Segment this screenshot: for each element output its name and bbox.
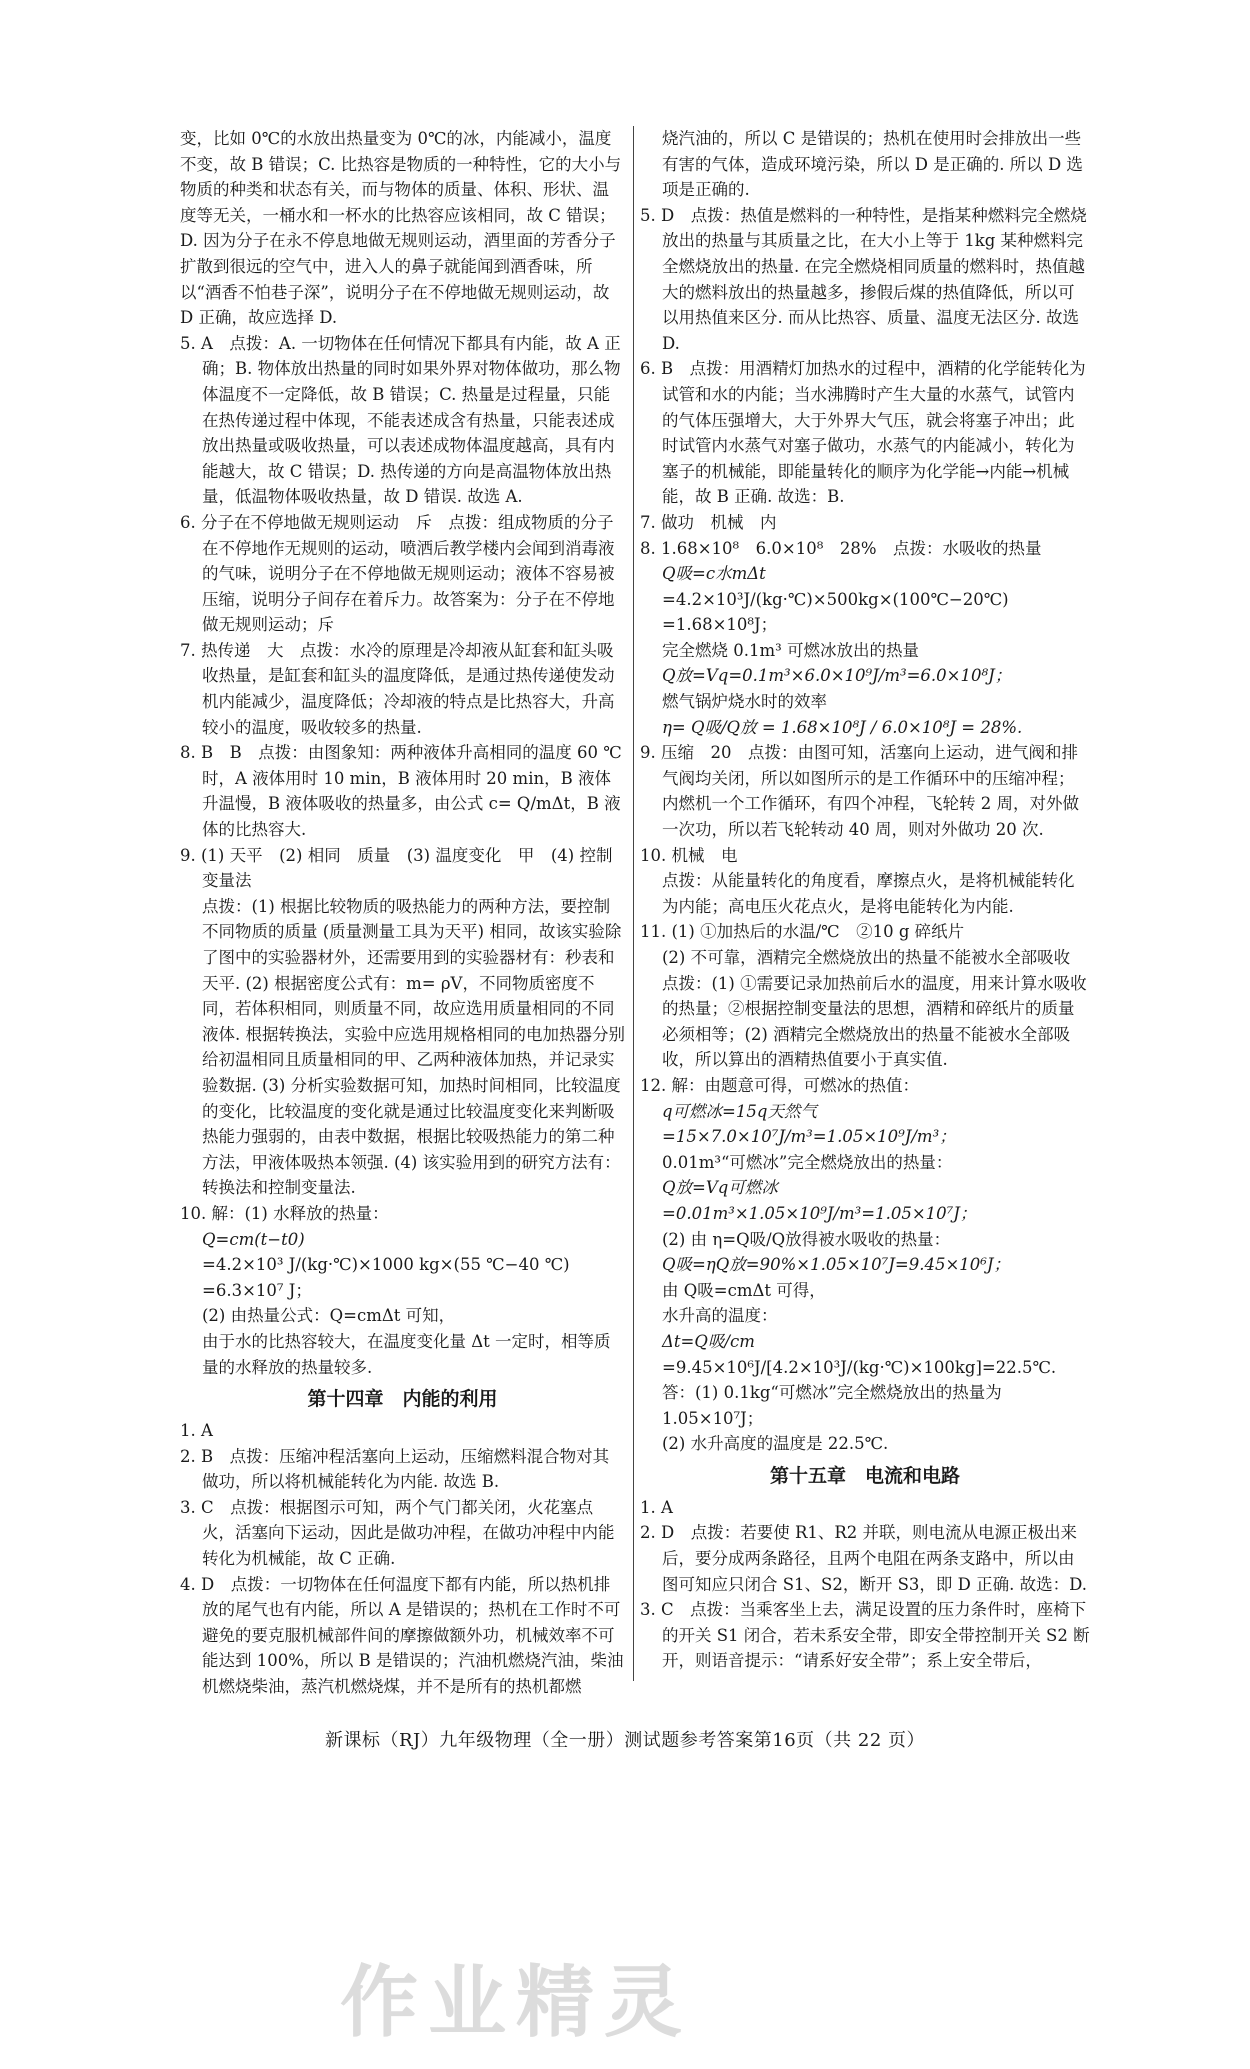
answer-item: 4. D 点拨：一切物体在任何温度下都有内能，所以热机排放的尾气也有内能，所以 A 是错误的；热机在工作时不可避免的要克服机械部件间的摩擦做额外功，机械效率不可能达到 100%，所以 B 是错误的；汽油机燃烧汽油，柴油机燃烧柴油，蒸汽机燃烧煤，并不是所有的热机都燃	[180, 1574, 624, 1697]
formula: Q=cm(t−t0)	[202, 1229, 305, 1249]
formula: Q放=Vq=0.1m³×6.0×10⁹J/m³=6.0×10⁸J；	[662, 666, 1012, 686]
answer-item: 7. 热传递 大 点拨：水冷的原理是冷却液从缸套和缸头吸收热量，是缸套和缸头的温度降低，是通过热传递使发动机内能减少，温度降低；冷却液的特点是比热容大，升高较小的温度，吸收较多的热量.	[180, 640, 615, 737]
chapter-title: 第十五章 电流和电路	[769, 1464, 960, 1487]
answer-item: 7. 做功 机械 内	[640, 512, 777, 532]
explanation: 答：(1) 0.1kg“可燃冰”完全燃烧放出的热量为 1.05×10⁷J；	[662, 1383, 1002, 1428]
answer-item: 3. C 点拨：根据图示可知，两个气门都关闭，火花塞点火，活塞向下运动，因此是做功冲程，在做功冲程中内能转化为机械能，故 C 正确.	[180, 1497, 615, 1569]
answer-item: 1. A	[180, 1421, 213, 1441]
explanation: (2) 水升高度的温度是 22.5℃.	[662, 1434, 889, 1454]
formula: Q放=Vq可燃冰=0.01m³×1.05×10⁹J/m³=1.05×10⁷J；	[662, 1178, 977, 1223]
chapter-title: 第十四章 内能的利用	[307, 1388, 498, 1411]
answer-item: 11. (1) ①加热后的水温/℃ ②10 g 碎纸片	[640, 922, 965, 942]
answer-item: 3. C 点拨：当乘客坐上去，满足设置的压力条件时，座椅下的开关 S1 闭合，若未系安全带，即安全带控制开关 S2 断开，则语音提示：“请系好安全带”；系上安全带后，	[640, 1600, 1090, 1671]
answer-item: 1. A	[640, 1497, 673, 1517]
formula: Q吸=c水mΔt	[662, 564, 766, 584]
explanation: 0.01m³“可燃冰”完全燃烧放出的热量：	[662, 1152, 953, 1172]
explanation: 水升高的温度：	[662, 1306, 778, 1326]
explanation: 由 Q吸=cmΔt 可得，	[662, 1280, 826, 1300]
formula: =6.3×10⁷ J；	[202, 1280, 312, 1300]
watermark: 作业精灵	[340, 1958, 693, 2048]
explanation: (2) 由热量公式：Q=cmΔt 可知，	[202, 1306, 456, 1326]
column-divider	[633, 126, 634, 1681]
answer-item: 10. 机械 电	[640, 845, 738, 865]
formula: η= Q吸/Q放 = 1.68×10⁸J / 6.0×10⁸J = 28%.	[662, 717, 1023, 737]
answer-item: 5. A 点拨：A. 一切物体在任何情况下都具有内能，故 A 正确；B. 物体放出热量的同时如果外界对物体做功，那么物体温度不一定降低，故 B 错误；C. 热量是过程量，只能在热传递过程中体现，不能表述成含有热量，只能表述成放出热量或吸收热量，可以表述成物体温度越高，具有内能越大，故 C 错误；D. 热传递的方向是高温物体放出热量，低温物体吸收热量，故 D 错误. 故选 A.	[180, 333, 621, 507]
answer-item: 6. 分子在不停地做无规则运动 斥 点拨：组成物质的分子在不停地作无规则的运动，喷洒后教学楼内会闻到消毒液的气味，说明分子在不停地做无规则运动；液体不容易被压缩，说明分子间存在着斥力。故答案为：分子在不停地做无规则运动；斥	[180, 512, 615, 635]
answer-item: 5. D 点拨：热值是燃料的一种特性，是指某种燃料完全燃烧放出的热量与其质量之比，在大小上等于 1kg 某种燃料完全燃烧放出的热量. 在完全燃烧相同质量的燃料时，热值越大的燃料放出的热量越多，掺假后煤的热值降低，所以可以用热值来区分. 而从比热容、质量、温度无法区分. 故选 D.	[640, 205, 1087, 353]
page-footer: 新课标（RJ）九年级物理（全一册）测试题参考答案第16页（共 22 页）	[324, 1730, 926, 1751]
answer-item: 8. B B 点拨：由图象知：两种液体升高相同的温度 60 ℃时，A 液体用时 10 min，B 液体用时 20 min，B 液体升温慢，B 液体吸收的热量多，由公式 c= Q/mΔt，B 液体的比热容大.	[180, 743, 622, 840]
explanation: 点拨：从能量转化的角度看，摩擦点火，是将机械能转化为内能；高电压火花点火，是将电能转化为内能.	[662, 871, 1075, 916]
answer-item: 10. 解：(1) 水释放的热量：	[180, 1203, 389, 1223]
right-column	[640, 126, 1090, 1674]
answer-item: 8. 1.68×10⁸ 6.0×10⁸ 28% 点拨：水吸收的热量	[640, 538, 1042, 558]
answer-item: 2. B 点拨：压缩冲程活塞向上运动，压缩燃料混合物对其做功，所以将机械能转化为内能. 故选 B.	[180, 1446, 610, 1492]
explanation: 燃气锅炉烧水时的效率	[662, 692, 827, 712]
para: 变，比如 0℃的水放出热量变为 0℃的冰，内能减小，温度不变，故 B 错误；C. 比热容是物质的一种特性，它的大小与物质的种类和状态有关，而与物体的质量、体积、形状、温度等无关，一桶水和一杯水的比热容应该相同，故 C 错误；D. 因为分子在永不停息地做无规则运动，酒里面的芳香分子扩散到很远的空气中，进入人的鼻子就能闻到酒香味，所以“酒香不怕巷子深”，说明分子在不停地做无规则运动，故 D 正确，故应选择 D.	[180, 129, 622, 328]
explanation: 由于水的比热容较大，在温度变化量 Δt 一定时，相等质量的水释放的热量较多.	[202, 1331, 611, 1377]
answer-item: 2. D 点拨：若要使 R1、R2 并联，则电流从电源正极出来后，要分成两条路径，且两个电阻在两条支路中，所以由图可知应只闭合 S1、S2，断开 S3，即 D 正确. 故选：D.	[640, 1523, 1087, 1594]
answer-item: 12. 解：由题意可得，可燃冰的热值：	[640, 1075, 919, 1095]
explanation: 点拨：(1) 根据比较物质的吸热能力的两种方法，要控制不同物质的质量 (质量测量工具为天平) 相同，故该实验除了图中的实验器材外，还需要用到的实验器材有：秒表和天平. (2) 根据密度公式有：m= ρV，不同物质密度不同，若体积相同，则质量不同，故应选用质量相同的不同液体. 根据转换法，实验中应选用规格相同的电加热器分别给初温相同且质量相同的甲、乙两种液体加热，并记录实验数据. (3) 分析实验数据可知，加热时间相同，比较温度的变化，比较温度的变化就是通过比较温度变化来判断吸热能力强弱的，由表中数据，根据比较吸热能力的第二种方法，甲液体吸热本领强. (4) 该实验用到的研究方法有：转换法和控制变量法.	[202, 896, 625, 1198]
answer-item: 9. 压缩 20 点拨：由图可知，活塞向上运动，进气阀和排气阀均关闭，所以如图所示的是工作循环中的压缩冲程；内燃机一个工作循环，有四个冲程，飞轮转 2 周，对外做一次功，所以若飞轮转动 40 周，则对外做功 20 次.	[640, 743, 1079, 840]
left-column	[180, 126, 625, 1700]
formula: =4.2×10³ J/(kg·℃)×1000 kg×(55 ℃−40 ℃)	[202, 1255, 570, 1275]
para: 烧汽油的，所以 C 是错误的；热机在使用时会排放出一些有害的气体，造成环境污染，所以 D 是正确的. 所以 D 选项是正确的.	[662, 129, 1083, 200]
formula: Δt=Q吸/cm	[662, 1331, 755, 1351]
formula: =9.45×10⁶J/[4.2×10³J/(kg·℃)×100kg]=22.5℃.	[662, 1357, 1057, 1377]
answer-item: 6. B 点拨：用酒精灯加热水的过程中，酒精的化学能转化为试管和水的内能；当水沸腾时产生大量的水蒸气，试管内的气体压强增大，大于外界大气压，就会将塞子冲出；此时试管内水蒸气对塞子做功，水蒸气的内能减小，转化为塞子的机械能，即能量转化的顺序为化学能→内能→机械能，故 B 正确. 故选：B.	[640, 359, 1086, 507]
explanation: (2) 不可靠，酒精完全燃烧放出的热量不能被水全部吸收 点拨：(1) ①需要记录加热前后水的温度，用来计算水吸收的热量；②根据控制变量法的思想，酒精和碎纸片的质量必须相等；(2) 酒精完全燃烧放出的热量不能被水全部吸收，所以算出的酒精热值要小于真实值.	[662, 948, 1087, 1070]
formula: Q吸=ηQ放=90%×1.05×10⁷J=9.45×10⁶J；	[662, 1255, 1010, 1275]
formula: q可燃冰=15q天然气=15×7.0×10⁷J/m³=1.05×10⁹J/m³；	[662, 1101, 956, 1147]
explanation: (2) 由 η=Q吸/Q放得被水吸收的热量：	[662, 1229, 951, 1249]
formula: =1.68×10⁸J；	[662, 615, 778, 635]
explanation: 完全燃烧 0.1m³ 可燃冰放出的热量	[662, 640, 919, 660]
formula: =4.2×10³J/(kg·℃)×500kg×(100℃−20℃)	[662, 589, 1009, 609]
answer-item: 9. (1) 天平 (2) 相同 质量 (3) 温度变化 甲 (4) 控制变量法	[180, 845, 613, 891]
